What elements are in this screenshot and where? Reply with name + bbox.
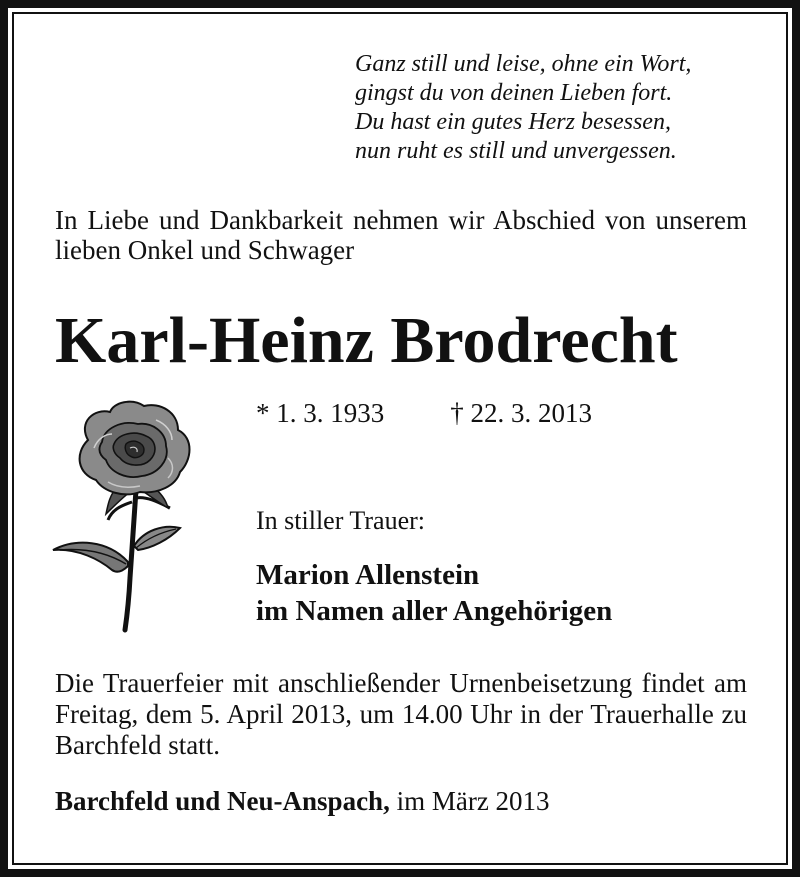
closing-line (55, 785, 550, 817)
birth-date: * 1. 3. 1933 (256, 398, 385, 428)
service-line: der Trauerhalle zu Barchfeld statt. (55, 699, 748, 760)
mourners (256, 557, 612, 629)
intro-line: In Liebe und Dankbarkeit nehmen wir Abschied von (55, 205, 646, 235)
poem-line: Du hast ein gutes Herz besessen, (355, 109, 671, 135)
intro-text (55, 205, 747, 265)
life-dates (256, 397, 592, 429)
service-info (55, 668, 747, 761)
deceased-name: Karl-Heinz Brodrecht (55, 304, 678, 377)
poem (355, 50, 775, 166)
poem-line: gingst du von deinen Lieben fort. (355, 80, 673, 106)
rose-icon (48, 398, 203, 634)
mourner-on-behalf: im Namen aller Angehörigen (256, 595, 613, 627)
poem-line: nun ruht es still und unvergessen. (355, 138, 677, 164)
service-line: findet am Freitag, dem 5. April 2013, um 14.00 Uhr in (55, 668, 748, 729)
intro-line: unserem lieben Onkel und Schwager (55, 205, 748, 265)
closing-places: Barchfeld und Neu-Anspach, (55, 786, 390, 816)
poem-line: Ganz still und leise, ohne ein Wort, (355, 51, 692, 77)
closing-date: im März 2013 (396, 786, 550, 816)
service-line: Die Trauerfeier mit anschließender Urnenbeisetzung (55, 668, 633, 698)
death-date: † 22. 3. 2013 (450, 398, 592, 428)
mourner-name: Marion Allenstein (256, 559, 480, 591)
mourning-label: In stiller Trauer: (256, 506, 425, 535)
